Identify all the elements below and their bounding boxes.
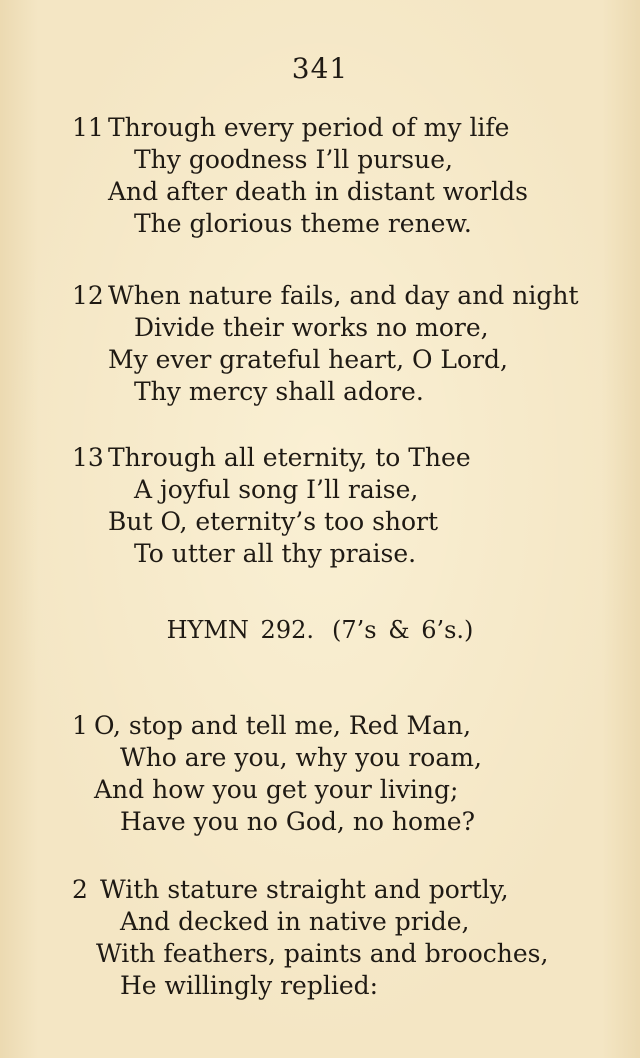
verse-line: With feathers, paints and brooches, <box>96 939 549 968</box>
verse-line: Through every period of my life <box>108 113 510 142</box>
verse-line: But O, eternity’s too short <box>108 507 439 536</box>
verse-line: And decked in native pride, <box>120 907 470 936</box>
stanza-line <box>72 208 612 240</box>
verse-line: Thy goodness I’ll pursue, <box>134 145 453 174</box>
stanza-1 <box>72 710 612 838</box>
verse-line: My ever grateful heart, O Lord, <box>108 345 508 374</box>
stanza-line <box>72 112 612 144</box>
hymn-heading <box>0 616 640 644</box>
verse-line: And after death in distant worlds <box>108 177 528 206</box>
stanza-line <box>72 538 612 570</box>
stanza-number: 12 <box>72 281 104 310</box>
verse-line: The glorious theme renew. <box>134 209 472 238</box>
stanza-line <box>72 312 612 344</box>
verse-line: O, stop and tell me, Red Man, <box>94 711 472 740</box>
stanza-line <box>72 474 612 506</box>
verse-line: When nature fails, and day and night <box>108 281 579 310</box>
verse-line: With stature straight and portly, <box>100 875 509 904</box>
stanza-line <box>72 442 612 474</box>
verse-line: To utter all thy praise. <box>134 539 417 568</box>
stanza-line <box>72 144 612 176</box>
stanza-number: 2 <box>72 875 88 904</box>
stanza-line <box>72 344 612 376</box>
stanza-line <box>72 806 612 838</box>
verse-line: Thy mercy shall adore. <box>134 377 424 406</box>
stanza-line <box>72 906 612 938</box>
verse-line: Through all eternity, to Thee <box>108 443 471 472</box>
verse-line: A joyful song I’ll raise, <box>134 475 419 504</box>
stanza-line <box>72 874 612 906</box>
verse-line: Divide their works no more, <box>134 313 489 342</box>
stanza-line <box>72 774 612 806</box>
stanza-line <box>72 506 612 538</box>
stanza-2 <box>72 874 612 1002</box>
hymn-meter: (7’s & 6’s.) <box>332 616 474 644</box>
verse-line: And how you get your living; <box>94 775 459 804</box>
stanza-12 <box>72 280 612 408</box>
verse-line: Have you no God, no home? <box>120 807 475 836</box>
stanza-line <box>72 176 612 208</box>
stanza-number: 11 <box>72 113 104 142</box>
stanza-line <box>72 280 612 312</box>
stanza-11 <box>72 112 612 240</box>
stanza-number: 13 <box>72 443 104 472</box>
stanza-13 <box>72 442 612 570</box>
stanza-number: 1 <box>72 711 88 740</box>
stanza-line <box>72 710 612 742</box>
verse-line: He willingly replied: <box>120 971 379 1000</box>
stanza-line <box>72 938 612 970</box>
stanza-line <box>72 376 612 408</box>
page-number: 341 <box>291 52 349 85</box>
stanza-line <box>72 970 612 1002</box>
verse-line: Who are you, why you roam, <box>120 743 482 772</box>
stanza-line <box>72 742 612 774</box>
hymn-title: HYMN 292. <box>166 616 314 644</box>
